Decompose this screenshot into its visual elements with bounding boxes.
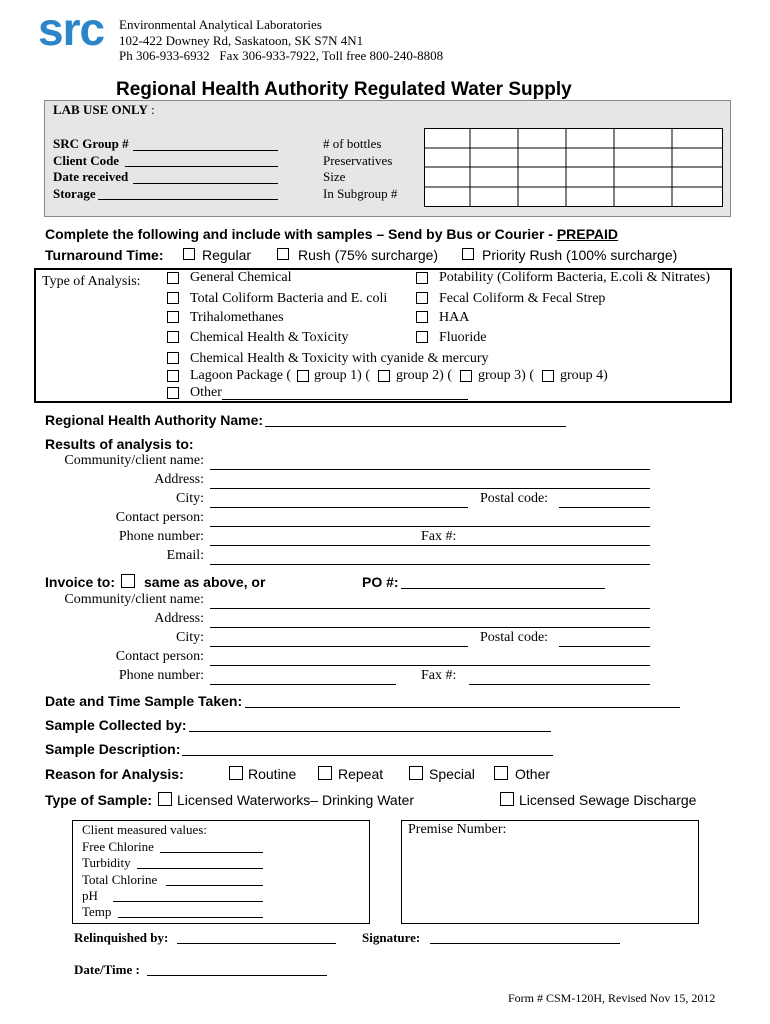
potability-checkbox[interactable] xyxy=(416,272,428,284)
signature-line[interactable] xyxy=(430,943,620,944)
lagoon-group1-label: group 1) ( xyxy=(314,368,370,383)
waterworks-checkbox[interactable] xyxy=(158,792,172,806)
priority-rush-checkbox[interactable] xyxy=(462,248,474,260)
invoice-contact-label: Contact person: xyxy=(115,649,204,664)
invoice-community-line[interactable] xyxy=(210,608,650,609)
routine-label: Routine xyxy=(248,766,297,782)
total-coliform-label: Total Coliform Bacteria and E. coli xyxy=(190,291,388,306)
lagoon-group3-label: group 3) ( xyxy=(478,368,534,383)
collected-by-label: Sample Collected by: xyxy=(45,717,187,733)
free-chlorine-label: Free Chlorine xyxy=(82,839,154,854)
ph-label: pH xyxy=(82,888,98,903)
src-group-line[interactable] xyxy=(133,150,278,151)
lab-use-grid[interactable] xyxy=(424,128,724,210)
cyanide-checkbox[interactable] xyxy=(167,352,179,364)
same-as-above-label: same as above, or xyxy=(144,574,266,590)
invoice-label: Invoice to: xyxy=(45,574,116,590)
type-of-sample-label: Type of Sample: xyxy=(45,792,153,808)
po-line[interactable] xyxy=(401,588,605,589)
instructions: Complete the following and include with samples – Send by Bus or Courier - PREPAID xyxy=(45,226,619,242)
premise-label: Premise Number: xyxy=(408,822,507,837)
total-coliform-checkbox[interactable] xyxy=(167,292,179,304)
other-analysis-line[interactable] xyxy=(222,399,468,400)
date-time-taken-label: Date and Time Sample Taken: xyxy=(45,693,243,709)
rha-name-line[interactable] xyxy=(265,426,566,427)
preservatives-label: Preservatives xyxy=(323,152,393,168)
other-reason-checkbox[interactable] xyxy=(494,766,508,780)
storage-label: Storage xyxy=(53,185,96,201)
src-group-label: SRC Group # xyxy=(53,136,129,151)
invoice-city-line[interactable] xyxy=(210,646,468,647)
date-time-taken-line[interactable] xyxy=(245,707,680,708)
results-city-line[interactable] xyxy=(210,507,468,508)
size-label: Size xyxy=(323,169,346,184)
reason-label: Reason for Analysis: xyxy=(45,766,184,782)
ph-line[interactable] xyxy=(113,901,263,902)
other-reason-label: Other xyxy=(515,766,551,782)
sample-description-label: Sample Description: xyxy=(45,741,181,757)
bottles-label: # of bottles xyxy=(323,136,382,151)
results-fax-label: Fax #: xyxy=(421,529,457,544)
results-address-label: Address: xyxy=(154,472,204,487)
datetime-line[interactable] xyxy=(147,975,327,976)
results-community-line[interactable] xyxy=(210,469,650,470)
lab-use-heading: LAB USE ONLY : xyxy=(53,102,155,117)
chemical-health-label: Chemical Health & Toxicity xyxy=(190,330,349,345)
lab-name: Environmental Analytical Laboratories xyxy=(119,17,322,32)
lagoon-package-checkbox[interactable] xyxy=(167,370,179,382)
relinquished-label: Relinquished by: xyxy=(74,930,169,945)
special-checkbox[interactable] xyxy=(409,766,423,780)
src-logo: src xyxy=(38,3,105,55)
client-code-line[interactable] xyxy=(125,166,278,167)
invoice-fax-label: Fax #: xyxy=(421,668,457,683)
invoice-phone-label: Phone number: xyxy=(118,668,204,683)
invoice-postal-line[interactable] xyxy=(559,646,650,647)
haa-checkbox[interactable] xyxy=(416,311,428,323)
lagoon-group1-checkbox[interactable] xyxy=(297,370,309,382)
results-community-label: Community/client name: xyxy=(64,453,204,468)
rush-checkbox[interactable] xyxy=(277,248,289,260)
general-chemical-checkbox[interactable] xyxy=(167,272,179,284)
regular-label: Regular xyxy=(202,247,252,263)
analysis-label: Type of Analysis: xyxy=(42,274,141,289)
results-phone-line[interactable] xyxy=(210,545,650,546)
invoice-postal-line-top xyxy=(559,627,650,628)
lab-address: 102-422 Downey Rd, Saskatoon, SK S7N 4N1 xyxy=(119,33,364,48)
general-chemical-label: General Chemical xyxy=(190,270,292,285)
date-received-line[interactable] xyxy=(133,183,278,184)
fecal-coliform-label: Fecal Coliform & Fecal Strep xyxy=(439,291,606,306)
results-phone-label: Phone number: xyxy=(118,529,204,544)
trihalomethanes-label: Trihalomethanes xyxy=(190,310,284,325)
other-analysis-checkbox[interactable] xyxy=(167,387,179,399)
regular-checkbox[interactable] xyxy=(183,248,195,260)
waterworks-label: Licensed Waterworks– Drinking Water xyxy=(177,792,415,808)
invoice-postal-label: Postal code: xyxy=(480,630,549,645)
lagoon-group4-label: group 4) xyxy=(560,368,608,383)
lagoon-package-label: Lagoon Package ( xyxy=(190,368,292,383)
results-contact-label: Contact person: xyxy=(115,510,204,525)
results-postal-line-top xyxy=(559,488,650,489)
form-title: Regional Health Authority Regulated Water Supply xyxy=(116,79,572,100)
form-number: Form # CSM-120H, Revised Nov 15, 2012 xyxy=(508,991,716,1005)
invoice-phone-line[interactable] xyxy=(210,684,396,685)
same-as-above-checkbox[interactable] xyxy=(121,574,135,588)
invoice-community-label: Community/client name: xyxy=(64,592,204,607)
turbidity-label: Turbidity xyxy=(82,855,131,870)
temp-line[interactable] xyxy=(118,917,263,918)
turnaround-label: Turnaround Time: xyxy=(45,247,164,263)
potability-label: Potability (Coliform Bacteria, E.coli & Nitrates) xyxy=(439,270,710,285)
signature-label: Signature: xyxy=(362,930,421,945)
results-postal-label: Postal code: xyxy=(480,491,549,506)
client-code-label: Client Code xyxy=(53,152,120,168)
repeat-label: Repeat xyxy=(338,766,384,782)
subgroup-label: In Subgroup # xyxy=(323,185,398,201)
invoice-fax-line[interactable] xyxy=(469,684,650,685)
lagoon-group3-checkbox[interactable] xyxy=(460,370,472,382)
repeat-checkbox[interactable] xyxy=(318,766,332,780)
results-contact-line[interactable] xyxy=(210,526,650,527)
invoice-address-label: Address: xyxy=(154,611,204,626)
lagoon-group2-label: group 2) ( xyxy=(396,368,452,383)
results-email-line[interactable] xyxy=(210,564,650,565)
chemical-health-checkbox[interactable] xyxy=(167,331,179,343)
sample-description-line[interactable] xyxy=(182,755,553,756)
fluoride-checkbox[interactable] xyxy=(416,331,428,343)
haa-label: HAA xyxy=(439,310,470,325)
lagoon-group2-checkbox[interactable] xyxy=(378,370,390,382)
rush-label: Rush (75% surcharge) xyxy=(298,247,439,263)
total-chlorine-line[interactable] xyxy=(166,885,263,886)
special-label: Special xyxy=(429,766,475,782)
invoice-contact-line[interactable] xyxy=(210,665,650,666)
temp-label: Temp xyxy=(82,904,112,919)
storage-line[interactable] xyxy=(98,199,278,200)
free-chlorine-line[interactable] xyxy=(160,852,263,853)
client-values-heading: Client measured values: xyxy=(82,822,207,837)
results-city-label: City: xyxy=(175,491,204,506)
priority-rush-label: Priority Rush (100% surcharge) xyxy=(482,247,678,263)
lab-use-left-fields xyxy=(53,136,129,202)
lab-use-right-fields xyxy=(323,136,397,202)
sewage-label: Licensed Sewage Discharge xyxy=(519,792,697,808)
lab-contact: Ph 306-933-6932 Fax 306-933-7922, Toll free 800-240-8808 xyxy=(119,48,444,63)
cyanide-label: Chemical Health & Toxicity with cyanide & mercury xyxy=(190,351,489,366)
fecal-coliform-checkbox[interactable] xyxy=(416,292,428,304)
lagoon-group4-checkbox[interactable] xyxy=(542,370,554,382)
trihalomethanes-checkbox[interactable] xyxy=(167,311,179,323)
routine-checkbox[interactable] xyxy=(229,766,243,780)
collected-by-line[interactable] xyxy=(189,731,551,732)
relinquished-line[interactable] xyxy=(177,943,336,944)
other-analysis-label: Other xyxy=(190,385,222,400)
total-chlorine-label: Total Chlorine xyxy=(82,872,158,887)
fluoride-label: Fluoride xyxy=(439,330,487,345)
results-email-label: Email: xyxy=(166,548,204,563)
datetime-label: Date/Time : xyxy=(74,962,140,977)
results-postal-line[interactable] xyxy=(559,507,650,508)
invoice-city-label: City: xyxy=(175,630,204,645)
turbidity-line[interactable] xyxy=(137,868,263,869)
po-label: PO #: xyxy=(362,574,399,590)
date-received-label: Date received xyxy=(53,169,129,184)
sewage-checkbox[interactable] xyxy=(500,792,514,806)
results-heading: Results of analysis to: xyxy=(45,436,194,452)
rha-name-label: Regional Health Authority Name: xyxy=(45,412,264,428)
